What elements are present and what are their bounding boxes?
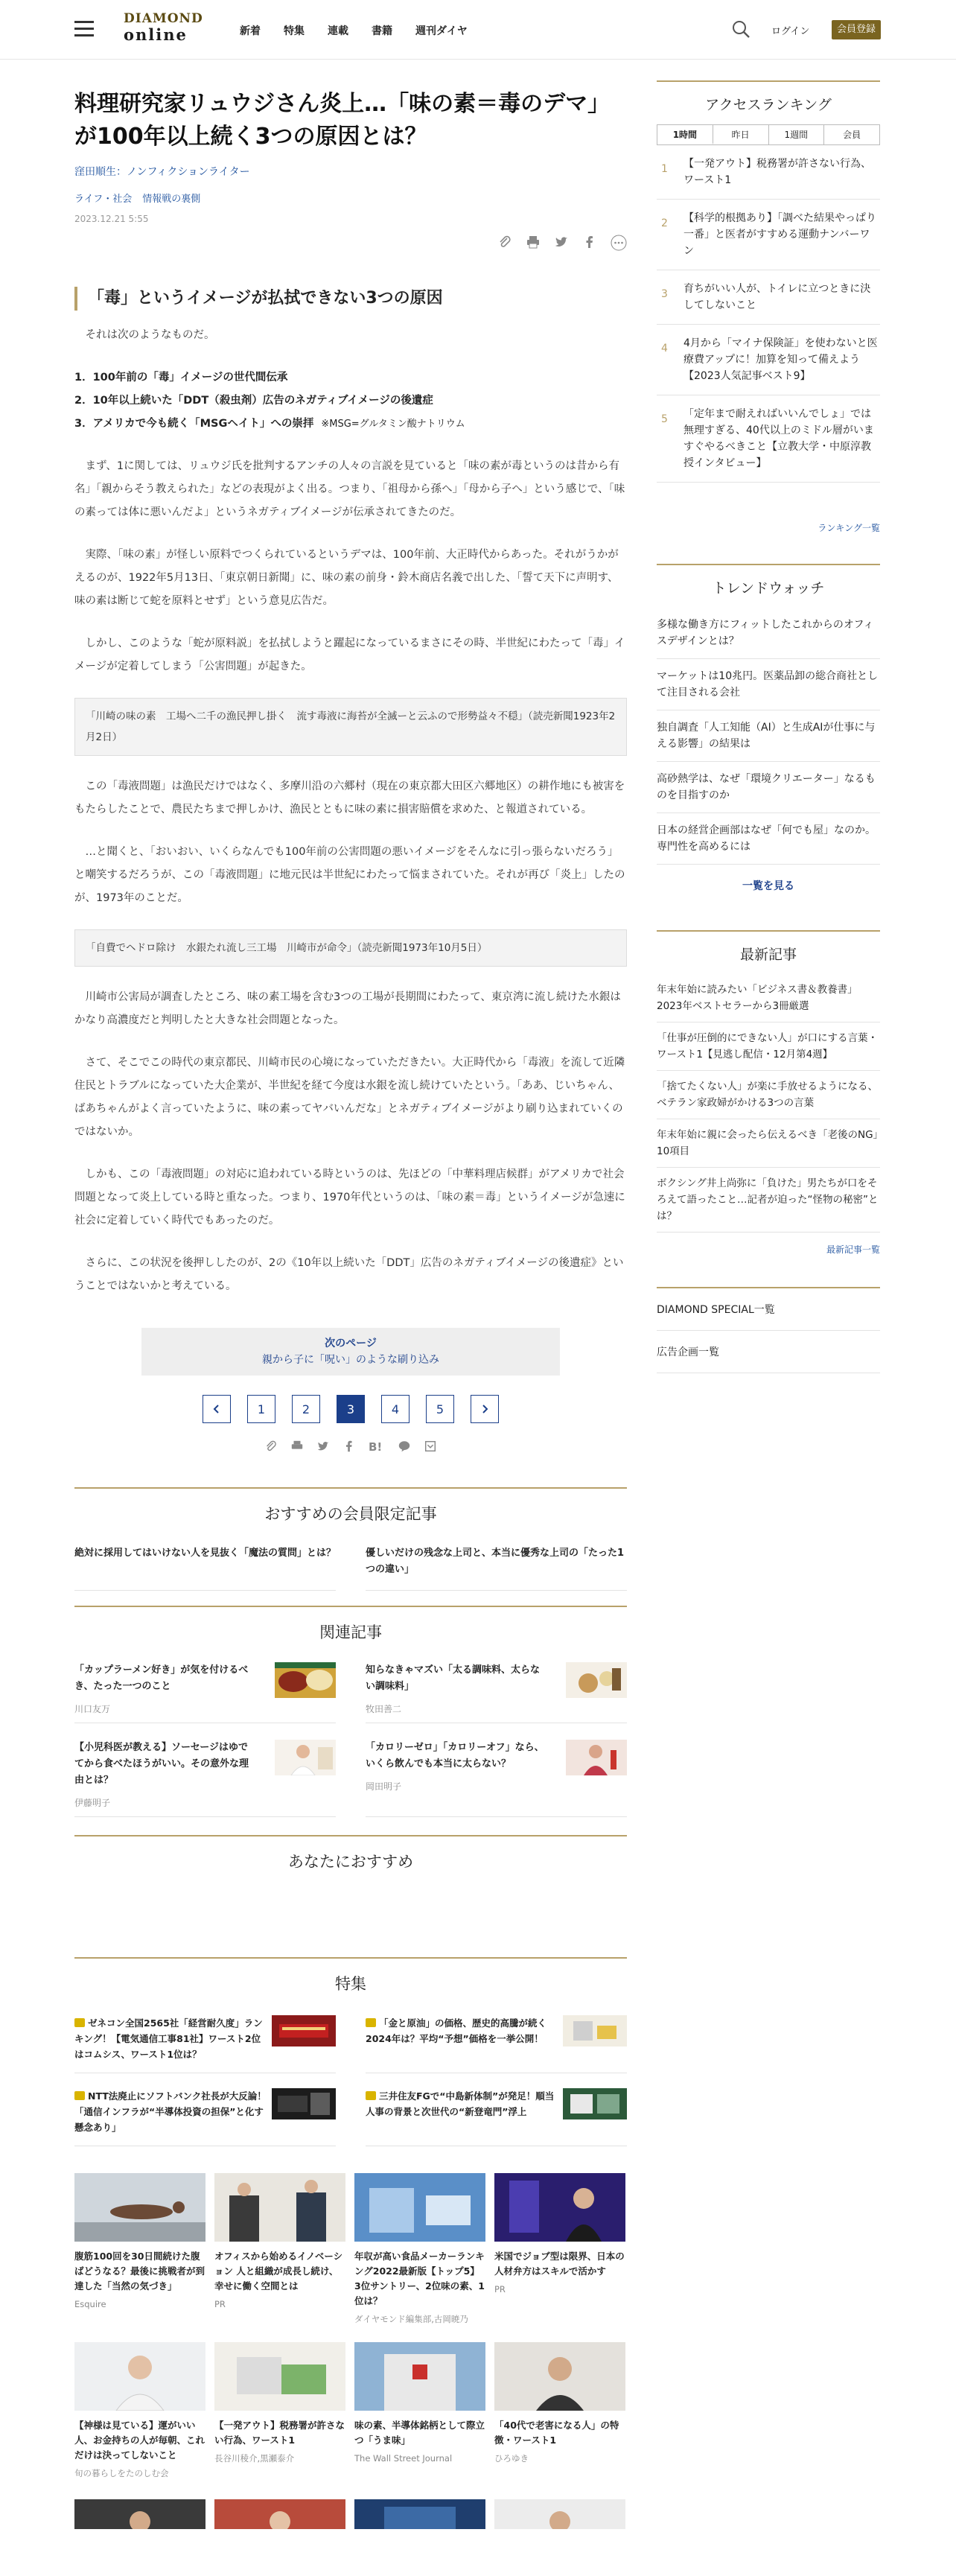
ranking-thumbnail bbox=[272, 2015, 336, 2047]
special-item[interactable]: ゼネコン全国2565社「経営耐久度」ランキング！【電気通信工事81社】ワースト2位はコムシス、ワースト1位は？ bbox=[74, 2015, 336, 2073]
elderly-woman-image bbox=[74, 2342, 205, 2411]
sidebar bbox=[657, 60, 880, 1373]
ramen-thumbnail bbox=[275, 1662, 336, 1698]
trend-item[interactable]: マーケットは10兆円。医薬品卸の総合商社として注目される会社 bbox=[657, 659, 880, 710]
ranking-item[interactable]: 5 「定年まで耐えればいいんでしょ」では無理すぎる、40代以上のミドル層がいますぐやるべきこと【立教大学・中原淳教授インタビュー】 bbox=[657, 395, 880, 483]
ranking-item[interactable]: 3 育ちがいい人が、トイレに立つときに決してしないこと bbox=[657, 270, 880, 325]
latest-item[interactable]: 「仕事が圧倒的にできない人」が口にする言葉・ワースト1【見逃し配信・12月第4週】 bbox=[657, 1023, 880, 1071]
article-author[interactable]: 窪田順生：ノンフィクションライター bbox=[74, 166, 250, 178]
links-box bbox=[657, 1287, 880, 1373]
related-item[interactable]: 知らなきゃマズい「太る調味料、太らない調味料」 牧田善二 bbox=[366, 1662, 627, 1723]
ranking-item[interactable]: 1 【一発アウト】税務署が許さない行為、ワースト1 bbox=[657, 145, 880, 200]
nav-series[interactable]: 連載 bbox=[328, 25, 348, 37]
facebook-icon[interactable] bbox=[582, 235, 597, 251]
related-item[interactable]: 「カロリーゼロ」「カロリーオフ」なら、いくら飲んでも本当に太らない？ 岡田明子 bbox=[366, 1740, 627, 1817]
next-page-icon[interactable] bbox=[471, 1395, 499, 1423]
share-bar-bottom bbox=[74, 1440, 627, 1453]
more-icon[interactable] bbox=[611, 235, 627, 251]
card-image-partial bbox=[494, 2499, 625, 2529]
menu-icon[interactable] bbox=[74, 21, 94, 37]
related-item[interactable]: 【小児科医が教える】ソーセージはゆでてから食べたほうがいい。その意外な理由とは？ 伊藤明子 bbox=[74, 1740, 336, 1817]
pagination bbox=[74, 1395, 627, 1423]
latest-item[interactable]: ボクシング井上尚弥に「負けた」男たちが口をそろえて語ったこと…記者が迫った“怪物の秘密”とは？ bbox=[657, 1168, 880, 1233]
share-bar bbox=[74, 235, 627, 251]
ranking-heading: アクセスランキング bbox=[705, 97, 832, 113]
clip-icon[interactable] bbox=[264, 1440, 278, 1453]
latest-item[interactable]: 「捨てたくない人」が楽に手放せるようになる、ベテラン家政婦がかける3つの言葉 bbox=[657, 1071, 880, 1119]
premium-item[interactable]: 優しいだけの残念な上司と、本当に優秀な上司の「たった1つの違い」 bbox=[366, 1545, 627, 1591]
ad-feature-link[interactable]: 広告企画一覧 bbox=[657, 1331, 880, 1373]
seasoning-thumbnail bbox=[566, 1662, 627, 1698]
nav-feature[interactable]: 特集 bbox=[284, 25, 305, 37]
latest-item[interactable]: 年末年始に読みたい「ビジネス書＆教養書」2023年ベストセラーから3冊厳選 bbox=[657, 974, 880, 1023]
twitter-icon[interactable] bbox=[554, 235, 569, 251]
reason-item: 2．10年以上続いた「DDT（殺虫剤）広告のネガティブイメージの後遺症 bbox=[74, 395, 433, 407]
article-card[interactable]: 【神様は見ている】運がいい人、お金持ちの人が毎朝、これだけは決ってしないこと 旬の暮らしをたのしむ会 bbox=[74, 2342, 205, 2480]
paragraph: それは次のようなものだ。 bbox=[85, 329, 215, 341]
page-5[interactable]: 5 bbox=[426, 1395, 454, 1423]
latest-box bbox=[657, 930, 880, 1256]
card-image-partial bbox=[214, 2499, 345, 2529]
tab-member[interactable]: 会員 bbox=[824, 125, 879, 144]
page-4[interactable]: 4 bbox=[381, 1395, 410, 1423]
article-card[interactable]: 年収が高い食品メーカーランキング2022最新版【トップ5】3位サントリー、2位味の素、1位は？ ダイヤモンド編集部,古岡暁乃 bbox=[354, 2173, 485, 2326]
msg-note: ※MSG=グルタミン酸ナトリウム bbox=[321, 419, 465, 430]
drink-thumbnail bbox=[566, 1740, 627, 1775]
premium-heading: おすすめの会員限定記事 bbox=[264, 1505, 437, 1523]
special-item[interactable]: 三井住友FGで“中島新体制”が発足！順当人事の背景と次世代の“新登竜門”浮上 bbox=[366, 2088, 627, 2146]
special-item[interactable]: NTT法廃止にソフトバンク社長が大反論！「通信インフラが“半導体投資の担保”と化す懸念あり」 bbox=[74, 2088, 336, 2146]
tab-1week[interactable]: 1週間 bbox=[769, 125, 825, 144]
ranking-tabs bbox=[657, 124, 880, 145]
latest-heading: 最新記事 bbox=[739, 947, 797, 963]
trend-heading: トレンドウォッチ bbox=[712, 580, 825, 597]
tab-1hour[interactable]: 1時間 bbox=[657, 125, 713, 144]
paragraph: 川崎市公害局が調査したところ、味の素工場を含む3つの工場が長期間にわたって、東京湾に流し続けた水銀はかなり高濃度だと判明したと大きな社会問題となった。 bbox=[74, 991, 621, 1026]
hatena-icon[interactable] bbox=[369, 1440, 385, 1453]
office-image bbox=[214, 2173, 345, 2242]
print-icon[interactable] bbox=[290, 1440, 304, 1453]
next-page-button[interactable]: 次のページ 親から子に「呪い」のような刷り込み bbox=[141, 1328, 560, 1376]
register-button[interactable]: 会員登録 bbox=[832, 20, 881, 39]
article-card[interactable]: 腹筋100回を30日間続けた腹ばどうなる？最後に挑戦者が到達した「当然の気づき」 Esquire bbox=[74, 2173, 205, 2326]
related-list bbox=[74, 1662, 627, 1817]
article-card[interactable]: 米国でジョブ型は限界、日本の人材弁方はスキルで活かす PR bbox=[494, 2173, 625, 2326]
building-image bbox=[354, 2342, 485, 2411]
facebook-icon[interactable] bbox=[342, 1440, 356, 1453]
trend-item[interactable]: 多様な働き方にフィットしたこれからのオフィスデザインとは？ bbox=[657, 608, 880, 659]
reason-item: 1．100年前の「毒」イメージの世代間伝承 bbox=[74, 372, 288, 384]
page-3-current[interactable]: 3 bbox=[337, 1395, 365, 1423]
article-categories bbox=[74, 191, 627, 205]
quote-box: 「自費でヘドロ除け 水銀たれ流し三工場 川崎市が命令」（読売新聞1973年10月5日） bbox=[74, 929, 627, 967]
trend-item[interactable]: 高砂熱学は、なぜ「環境クリエーター」なるものを目指すのか bbox=[657, 762, 880, 813]
reasons-list bbox=[74, 366, 627, 436]
card-grid-next bbox=[74, 2499, 627, 2529]
ranking-more-link[interactable]: ランキング一覧 bbox=[818, 523, 880, 533]
page-1[interactable]: 1 bbox=[247, 1395, 275, 1423]
paragraph: しかし、このような「蛇が原料説」を払拭しようと躍起になっているまさにその時、半世紀にわたって「毒」イメージが定着してしまう「公害問題」が起きた。 bbox=[74, 637, 625, 672]
diamond-special-link[interactable]: DIAMOND SPECIAL一覧 bbox=[657, 1288, 880, 1331]
man-portrait-image bbox=[494, 2342, 625, 2411]
paragraph: …と聞くと、「おいおい、いくらなんでも100年前の公害問題の悪いイメージをそんなに引っ張らないだろう」と嘲笑するだろうが、この「毒液問題」に地元民は半世紀にわたって悩まされていた。それが再び「炎上」したのが、1973年のことだ。 bbox=[74, 846, 625, 904]
login-link[interactable]: ログイン bbox=[771, 26, 810, 37]
card-image-partial bbox=[74, 2499, 205, 2529]
paragraph: さらに、この状況を後押ししたのが、2の《10年以上続いた「DDT」広告のネガティブイメージの後遺症》ということではないかと考えている。 bbox=[74, 1257, 624, 1292]
paragraph: この「毒液問題」は漁民だけではなく、多摩川沿の六郷村（現在の東京都大田区六郷地区）の耕作地にも被害をもたらしたことで、農民たちまで押しかけ、漁民とともに味の素に損害賠償を求めた、と報道されている。 bbox=[74, 780, 625, 815]
page-2[interactable]: 2 bbox=[292, 1395, 320, 1423]
lock-icon bbox=[74, 2091, 85, 2100]
nav-new[interactable]: 新着 bbox=[240, 25, 261, 37]
related-item[interactable]: 「カップラーメン好き」が気を付けるべき、たった一つのこと 川口友万 bbox=[74, 1662, 336, 1723]
calculator-image bbox=[214, 2342, 345, 2411]
svg-text:B!: B! bbox=[369, 1440, 383, 1453]
category-link[interactable]: ライフ・社会 bbox=[74, 194, 133, 205]
special-list bbox=[74, 2015, 627, 2146]
twitter-icon[interactable] bbox=[316, 1440, 330, 1453]
doctor-thumbnail bbox=[275, 1740, 336, 1775]
main-nav bbox=[240, 23, 491, 38]
card-image-partial bbox=[354, 2499, 485, 2529]
article-card[interactable]: 【一発アウト】税務署が許さない行為、ワースト1 長谷川稜介,黒瀬泰介 bbox=[214, 2342, 345, 2480]
ranking-box bbox=[657, 80, 880, 534]
pushup-image bbox=[74, 2173, 205, 2242]
clip-icon[interactable] bbox=[497, 235, 512, 251]
trend-item[interactable]: 独自調査「人工知能（AI）と生成AIが仕事に与える影響」の結果は bbox=[657, 710, 880, 762]
trend-more-link[interactable]: 一覧を見る bbox=[742, 880, 794, 892]
tab-yesterday[interactable]: 昨日 bbox=[713, 125, 769, 144]
article-title: 料理研究家リュウジさん炎上…「味の素＝毒のデマ」が100年以上続く3つの原因とは？ bbox=[74, 91, 611, 150]
site-header bbox=[0, 0, 956, 60]
bank-thumbnail bbox=[563, 2088, 627, 2119]
quote-box: 「川崎の味の素 工場へ二千の漁民押し掛く 流す毒液に海苔が全滅ーと云ふので形勢益々不穏」（読売新聞1923年2月2日） bbox=[74, 698, 627, 756]
pocket-icon[interactable] bbox=[424, 1440, 437, 1453]
article-card[interactable]: 「40代で老害になる人」の特徴・ワースト1 ひろゆき bbox=[494, 2342, 625, 2480]
gold-thumbnail bbox=[563, 2015, 627, 2047]
lock-icon bbox=[74, 2018, 85, 2027]
related-heading: 関連記事 bbox=[319, 1623, 382, 1641]
lock-icon bbox=[366, 2018, 376, 2027]
business-image bbox=[494, 2173, 625, 2242]
section-heading: 「毒」というイメージが払拭できない3つの原因 bbox=[74, 287, 627, 311]
ntt-thumbnail bbox=[272, 2088, 336, 2119]
latest-item[interactable]: 年末年始に親に会ったら伝えるべき「老後のNG」10項目 bbox=[657, 1119, 880, 1168]
print-icon[interactable] bbox=[526, 235, 541, 251]
nav-books[interactable]: 書籍 bbox=[372, 25, 392, 37]
paragraph: まず、1に関しては、リュウジ氏を批判するアンチの人々の言説を見ていると「味の素が毒というのは昔から有名」「親からそう教えられた」などの表現がよく出る。つまり、「祖母から孫へ」「母から子へ」という感じで、「味の素っては体に悪いんだよ」というネガティブイメージが伝承されてきたのだ。 bbox=[74, 460, 625, 518]
recommend-heading: あなたにおすすめ bbox=[287, 1853, 414, 1871]
trend-box bbox=[657, 564, 880, 893]
nav-weekly[interactable]: 週刊ダイヤ bbox=[415, 25, 468, 37]
article-date: 2023.12.21 5:55 bbox=[74, 214, 149, 224]
recommend-area bbox=[74, 1872, 627, 1944]
lock-icon bbox=[366, 2091, 376, 2100]
ranking-item[interactable]: 2 【科学的根拠あり】「調べた結果やっぱり一番」と医者がすすめる運動ナンバーワン bbox=[657, 200, 880, 270]
article-column bbox=[74, 60, 627, 2529]
site-logo[interactable]: DIAMOND online bbox=[124, 11, 203, 44]
article-card[interactable]: オフィスから始めるイノベーション 人と組織が成長し続け、幸せに働く空間とは PR bbox=[214, 2173, 345, 2326]
paragraph: しかも、この「毒液問題」の対応に追われている時というのは、先ほどの「中華料理店候群」がアメリカで社会問題となって炎上している時と重なった。つまり、1970年代というのは、「味の素＝毒」というイメージが急速に社会に定着していく時代でもあったのだ。 bbox=[74, 1168, 625, 1227]
paragraph: さて、そこでこの時代の東京都民、川崎市民の心境になっていただきたい。大正時代から「毒液」を流して近隣住民とトラブルになっていた大企業が、半世紀を経て今度は水銀を流し続けていたという。「ああ、じいちゃん、ばあちゃんがよく言っていたように、味の素ってヤバいんだな」とネガティブイメージがより刷り込まれていくのではないか。 bbox=[74, 1057, 625, 1138]
line-icon[interactable] bbox=[398, 1440, 411, 1453]
article-card[interactable]: 味の素、半導体銘柄として際立つ「うま味」 The Wall Street Journal bbox=[354, 2342, 485, 2480]
reason-item: 3．アメリカで今も続く「MSGヘイト」への崇拝 ※MSG=グルタミン酸ナトリウム bbox=[74, 418, 465, 430]
premium-item[interactable]: 絶対に採用してはいけない人を見抜く「魔法の質問」とは？ bbox=[74, 1545, 336, 1591]
prev-page-icon[interactable] bbox=[203, 1395, 231, 1423]
lab-image bbox=[354, 2173, 485, 2242]
trend-item[interactable]: 日本の経営企画部はなぜ「何でも屋」なのか。専門性を高めるには bbox=[657, 813, 880, 865]
latest-more-link[interactable]: 最新記事一覧 bbox=[826, 1244, 880, 1255]
special-item[interactable]: 「金と原油」の価格、歴史的高騰が続く2024年は？平均“予想”価格を一挙公開！ bbox=[366, 2015, 627, 2073]
search-icon[interactable] bbox=[731, 19, 751, 39]
card-grid bbox=[74, 2173, 627, 2480]
special-heading: 特集 bbox=[335, 1975, 366, 1993]
paragraph: 実際、「味の素」が怪しい原料でつくられているというデマは、100年前、大正時代からあった。それがうかがえるのが、1922年5月13日、「東京朝日新聞」に、味の素の前身・鈴木商店名義で出した、「誓て天下に声明す、味の素は断じて蛇を原料とせず」という意見広告だ。 bbox=[74, 549, 619, 607]
category-link[interactable]: 情報戦の裏側 bbox=[142, 194, 201, 205]
ranking-item[interactable]: 4 4月から「マイナ保険証」を使わないと医療費アップに！加算を知って備えよう【2023人気記事ベスト9】 bbox=[657, 325, 880, 395]
premium-list bbox=[74, 1545, 627, 1591]
